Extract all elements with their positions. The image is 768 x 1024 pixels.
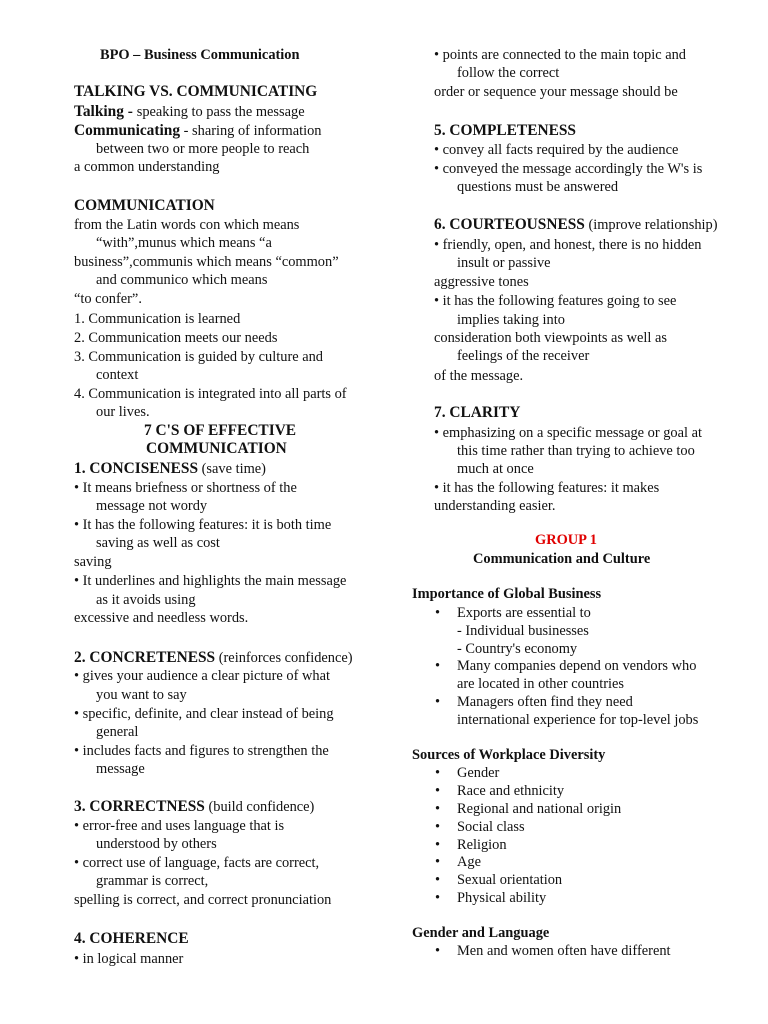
c6-bullet: • friendly, open, and honest, there is no hidden xyxy=(434,237,702,253)
global-sub-bullet: - Country's economy xyxy=(457,641,578,657)
global-business-heading: Importance of Global Business xyxy=(412,586,602,602)
gender-language-heading: Gender and Language xyxy=(412,925,550,941)
c2-heading xyxy=(74,649,353,667)
bullet-dot: • xyxy=(435,801,441,817)
c5-bullet: • convey all facts required by the audience xyxy=(434,142,679,158)
global-bullet: Many companies depend on vendors who xyxy=(457,658,697,674)
c4-bullet-cont: order or sequence your message should be xyxy=(434,84,678,100)
c7-heading: 7. CLARITY xyxy=(434,404,521,421)
bullet-dot: • xyxy=(435,854,441,870)
c2-bullet-cont: you want to say xyxy=(96,687,187,703)
bullet-dot: • xyxy=(435,694,441,710)
c1-bullet-cont: excessive and needless words. xyxy=(74,610,249,626)
talking-def: speaking to pass the message xyxy=(136,104,305,120)
c7-bullet-cont: this time rather than trying to achieve too xyxy=(457,443,695,459)
c1-bullet: • It underlines and highlights the main message xyxy=(74,573,347,589)
diversity-item: Physical ability xyxy=(457,890,547,906)
c6-bullet-cont: insult or passive xyxy=(457,255,551,271)
c2-note: (reinforces confidence) xyxy=(215,650,353,666)
c3-heading xyxy=(74,798,314,816)
c7-bullet: • emphasizing on a specific message or goal at xyxy=(434,425,702,441)
bullet-dot: • xyxy=(435,658,441,674)
seven-cs-heading: 7 C'S OF EFFECTIVE xyxy=(144,422,297,439)
c7-bullet: • it has the following features: it makes xyxy=(434,480,660,496)
c4-bullet-cont: follow the correct xyxy=(457,65,560,81)
c6-bullet-cont: feelings of the receiver xyxy=(457,348,590,364)
c6-title: 6. COURTEOUSNESS xyxy=(434,216,585,233)
c1-bullet-cont: message not wordy xyxy=(96,498,208,514)
c3-title: 3. CORRECTNESS xyxy=(74,798,205,815)
bullet-dot: • xyxy=(435,783,441,799)
c3-bullet: • error-free and uses language that is xyxy=(74,818,285,834)
c6-bullet: • it has the following features going to see xyxy=(434,293,677,309)
global-bullet: Exports are essential to xyxy=(457,605,591,621)
communication-fact-2: 2. Communication meets our needs xyxy=(74,330,278,346)
bullet-dot: • xyxy=(435,605,441,621)
c4-bullet: • points are connected to the main topic and xyxy=(434,47,686,63)
c1-bullet-cont: saving xyxy=(74,554,112,570)
latin-origin-line: from the Latin words con which means xyxy=(74,217,300,233)
diversity-item: Sexual orientation xyxy=(457,872,563,888)
group-title: Communication and Culture xyxy=(473,551,651,567)
communication-fact-1: 1. Communication is learned xyxy=(74,311,241,327)
communication-fact-3: 3. Communication is guided by culture and xyxy=(74,349,323,365)
c1-bullet-cont: as it avoids using xyxy=(96,592,196,608)
c4-heading: 4. COHERENCE xyxy=(74,930,189,947)
latin-origin-line: “with”,munus which means “a xyxy=(96,235,272,251)
c1-heading xyxy=(74,460,266,478)
communication-fact-3-cont: context xyxy=(96,367,139,383)
global-bullet: Managers often find they need xyxy=(457,694,633,710)
c5-heading: 5. COMPLETENESS xyxy=(434,122,576,139)
c2-bullet: • specific, definite, and clear instead of being xyxy=(74,706,334,722)
c1-bullet: • It means briefness or shortness of the xyxy=(74,480,297,496)
c6-bullet-cont: implies taking into xyxy=(457,312,565,328)
communicating-def: - sharing of information xyxy=(180,123,322,139)
diversity-item: Social class xyxy=(457,819,525,835)
bullet-dot: • xyxy=(435,872,441,888)
c7-bullet-cont: much at once xyxy=(457,461,534,477)
c7-bullet-cont: understanding easier. xyxy=(434,498,556,514)
c2-bullet-cont: general xyxy=(96,724,139,740)
communicating-definition xyxy=(74,122,322,140)
c1-note: (save time) xyxy=(198,461,266,477)
c5-bullet: • conveyed the message accordingly the W's is xyxy=(434,161,703,177)
communication-fact-4: 4. Communication is integrated into all parts of xyxy=(74,386,347,402)
global-bullet-cont: are located in other countries xyxy=(457,676,625,692)
c3-bullet-cont: grammar is correct, xyxy=(96,873,209,889)
seven-cs-heading-cont: COMMUNICATION xyxy=(146,440,287,457)
c3-bullet-cont: spelling is correct, and correct pronunciation xyxy=(74,892,332,908)
communicating-term: Communicating xyxy=(74,122,181,139)
c2-bullet: • includes facts and figures to strengthen the xyxy=(74,743,329,759)
diversity-item: Religion xyxy=(457,837,507,853)
talking-term: Talking - xyxy=(74,103,137,120)
global-bullet-cont: international experience for top-level jobs xyxy=(457,712,699,728)
bullet-dot: • xyxy=(435,819,441,835)
talking-definition xyxy=(74,103,305,121)
talking-heading: TALKING VS. COMMUNICATING xyxy=(74,83,318,100)
c2-bullet-cont: message xyxy=(96,761,145,777)
diversity-item: Gender xyxy=(457,765,500,781)
c6-bullet-cont: aggressive tones xyxy=(434,274,529,290)
communicating-def-cont: between two or more people to reach xyxy=(96,141,310,157)
c5-bullet-cont: questions must be answered xyxy=(457,179,619,195)
c6-heading xyxy=(434,216,718,234)
c6-bullet-cont: consideration both viewpoints as well as xyxy=(434,330,668,346)
c6-note: (improve relationship) xyxy=(584,217,718,233)
bullet-dot: • xyxy=(435,943,441,959)
global-sub-bullet: - Individual businesses xyxy=(457,623,589,639)
diversity-item: Race and ethnicity xyxy=(457,783,565,799)
communication-heading: COMMUNICATION xyxy=(74,197,215,214)
latin-origin-line: and communico which means xyxy=(96,272,268,288)
c1-title: 1. CONCISENESS xyxy=(74,460,199,477)
bullet-dot: • xyxy=(435,765,441,781)
communication-fact-4-cont: our lives. xyxy=(96,404,150,420)
diversity-item: Age xyxy=(457,854,481,870)
c1-bullet-cont: saving as well as cost xyxy=(96,535,220,551)
bullet-dot: • xyxy=(435,890,441,906)
c2-bullet: • gives your audience a clear picture of what xyxy=(74,668,330,684)
c6-bullet-cont: of the message. xyxy=(434,368,524,384)
latin-origin-line: “to confer”. xyxy=(74,291,142,307)
c3-bullet: • correct use of language, facts are correct, xyxy=(74,855,320,871)
c1-bullet: • It has the following features: it is both time xyxy=(74,517,332,533)
diversity-item: Regional and national origin xyxy=(457,801,622,817)
latin-origin-line: business”,communis which means “common” xyxy=(74,254,339,270)
gender-bullet: Men and women often have different xyxy=(457,943,671,959)
c4-bullet: • in logical manner xyxy=(74,951,184,967)
c3-note: (build confidence) xyxy=(204,799,315,815)
group-label: GROUP 1 xyxy=(535,532,597,548)
c3-bullet-cont: understood by others xyxy=(96,836,217,852)
communicating-def-cont: a common understanding xyxy=(74,159,220,175)
document-title: BPO – Business Communication xyxy=(100,47,300,63)
bullet-dot: • xyxy=(435,837,441,853)
c2-title: 2. CONCRETENESS xyxy=(74,649,216,666)
diversity-heading: Sources of Workplace Diversity xyxy=(412,747,606,763)
